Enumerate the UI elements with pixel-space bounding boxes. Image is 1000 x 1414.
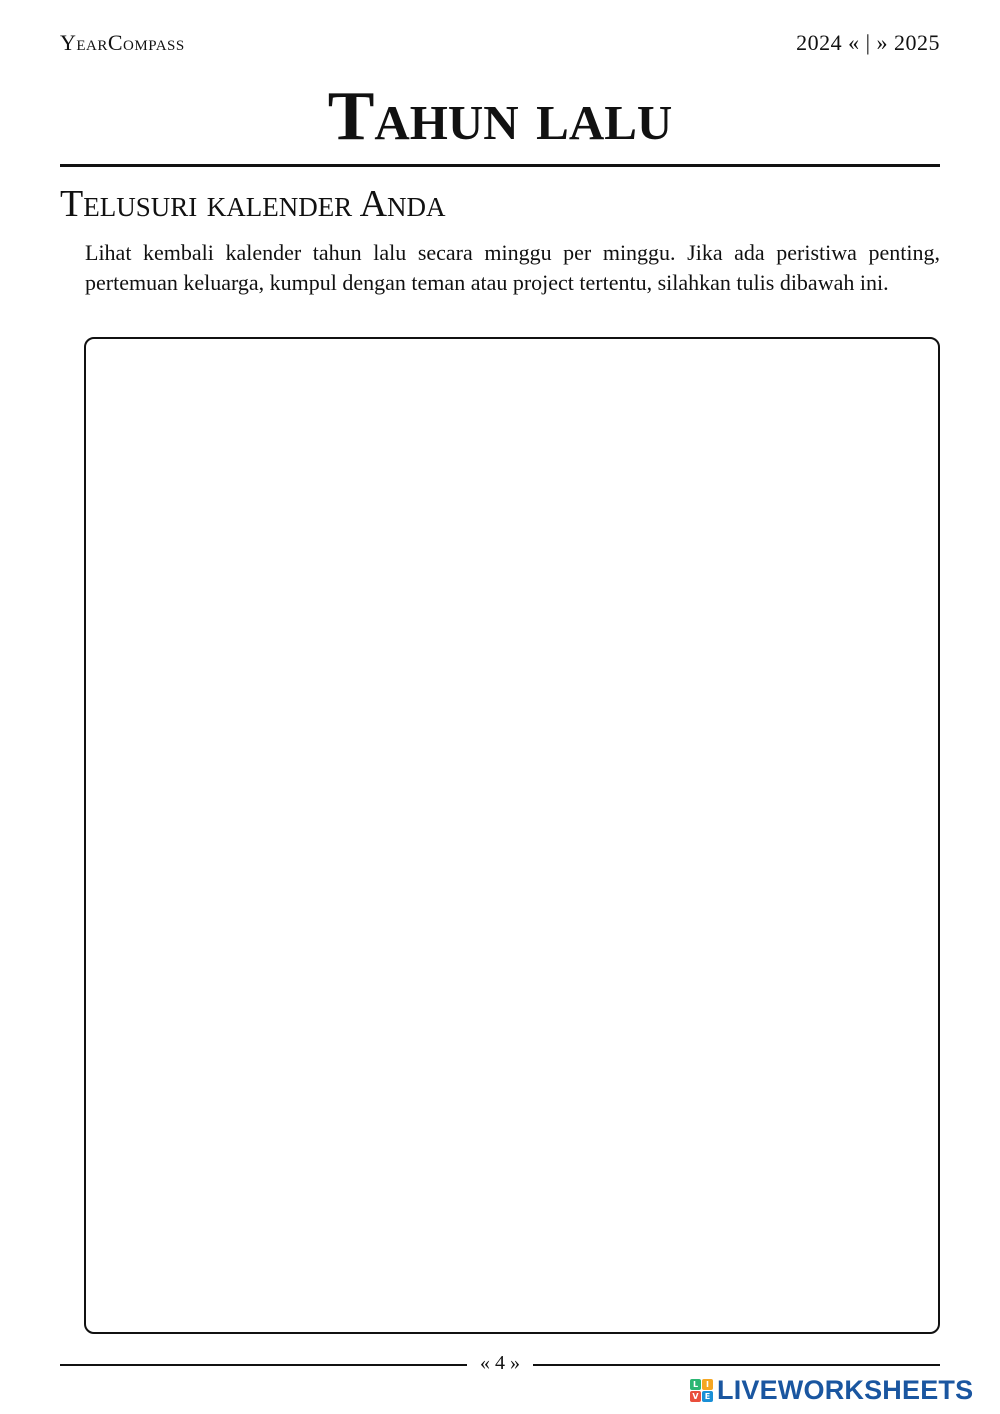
running-head-brand: YearCompass — [60, 30, 185, 55]
title-divider — [60, 164, 940, 167]
logo-tile-v: V — [690, 1391, 701, 1402]
logo-tile-e: E — [702, 1391, 713, 1402]
liveworksheets-logo-icon — [690, 1379, 713, 1402]
liveworksheets-watermark — [690, 1375, 973, 1405]
page-title: Tahun lalu — [327, 78, 673, 155]
logo-tile-i: I — [702, 1379, 713, 1390]
section-heading: Telusuri kalender Anda — [60, 183, 446, 225]
instructions-text: Lihat kembali kalender tahun lalu secara minggu per minggu. Jika ada peristiwa penting, pertemuan keluarga, kumpul dengan teman atau project tertentu, silahkan tulis dibawah ini. — [85, 240, 940, 295]
liveworksheets-wordmark: LIVEWORKSHEETS — [717, 1375, 974, 1405]
footer-divider-left — [60, 1364, 467, 1366]
logo-tile-l: L — [690, 1379, 701, 1390]
page-number: « 4 » — [480, 1352, 520, 1374]
footer-divider-right — [533, 1364, 940, 1366]
writing-area-box[interactable] — [84, 337, 940, 1334]
running-head-year-nav: 2024 « | » 2025 — [796, 30, 940, 55]
